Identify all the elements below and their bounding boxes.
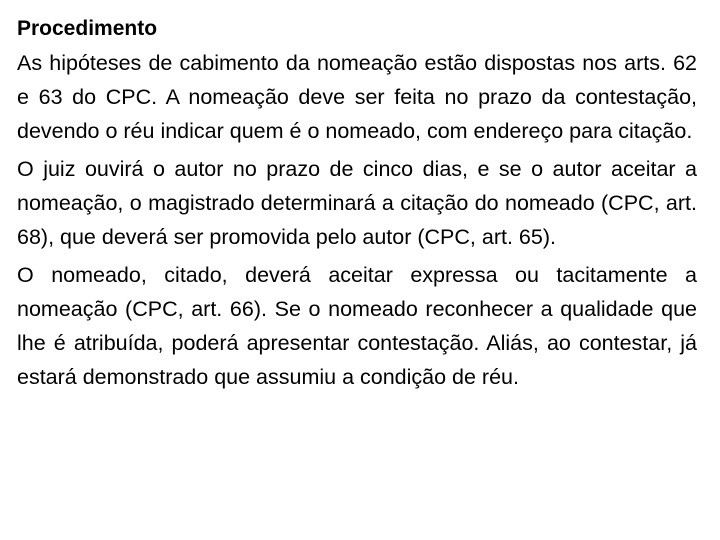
slide-title: Procedimento: [17, 17, 158, 40]
paragraph-nomeacao-hipoteses: As hipóteses de cabimento da nomeação estão dispostas nos arts. 62 e 63 do CPC. A nomeação deve ser feita no prazo da contestação, devendo o réu indicar quem é o nomeado, com endereço para citação.: [17, 51, 697, 143]
paragraph-juiz-ouvira: O juiz ouvirá o autor no prazo de cinco dias, e se o autor aceitar a nomeação, o magistrado determinará a citação do nomeado (CPC, art. 68), que deverá ser promovida pelo autor (CPC, art. 65).: [17, 157, 697, 249]
paragraph-nomeado-citado: O nomeado, citado, deverá aceitar expressa ou tacitamente a nomeação (CPC, art. 66). Se o nomeado reconhecer a qualidade que lhe é atribuída, poderá apresentar contestação. Aliás, ao contestar, já estará demonstrado que assumiu a condição de réu.: [17, 263, 697, 389]
